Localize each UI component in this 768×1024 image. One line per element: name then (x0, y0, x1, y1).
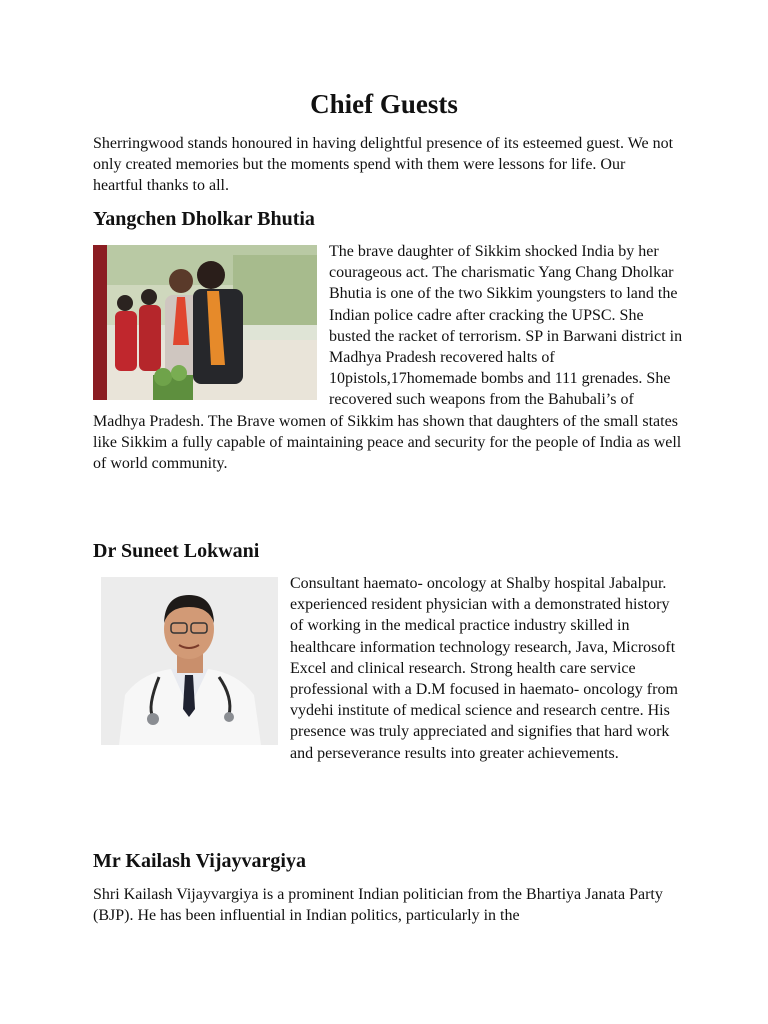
guest-1-name: Yangchen Dholkar Bhutia (93, 208, 315, 230)
guest-1-bio: The brave daughter of Sikkim shocked India by her courageous act. The charismatic Yang Chang Dholkar Bhutia is one of the two Sikkim youngsters to land the Indian police cadre after cracking the UPSC. She busted the racket of terrorism. SP in Barwani district in Madhya Pradesh recovered halts of 10pistols,17homemade bombs and 111 grenades. She recovered such weapons from the Bahubali’s of Madhya Pradesh. The Brave women of Sikkim has shown that daughters of the small states like Sikkim a fully capable of maintaining peace and security for the people of India as well of world community. (93, 243, 683, 473)
guest-1-section (93, 241, 683, 474)
guest-1-photo (93, 245, 317, 400)
page-title: Chief Guests (310, 89, 458, 119)
guest-3-bio: Shri Kailash Vijayvargiya is a prominent Indian politician from the Bhartiya Janata Party (BJP). He has been influential in Indian politics, particularly in the (93, 886, 663, 925)
guest-2-bio: Consultant haemato- oncology at Shalby hospital Jabalpur. experienced resident physician with a demonstrated history of working in the medical practice industry skilled in healthcare information technology research, Java, Microsoft Excel and clinical research. Strong health care service professional with a D.M focused in haemato- oncology from vydehi institute of medical science and research centre. His presence was truly appreciated and signifies that hard work and perseverance results into greater achievements. (290, 575, 678, 762)
guest-2-photo (101, 577, 278, 745)
intro-paragraph: Sherringwood stands honoured in having delightful presence of its esteemed guest. We not only created memories but the moments spend with them were lessons for life. Our heartful thanks to all. (93, 135, 674, 194)
guest-3-section (93, 884, 678, 926)
guest-3-name: Mr Kailash Vijayvargiya (93, 850, 306, 872)
guest-2-section (93, 573, 683, 764)
guest-2-name: Dr Suneet Lokwani (93, 540, 260, 562)
